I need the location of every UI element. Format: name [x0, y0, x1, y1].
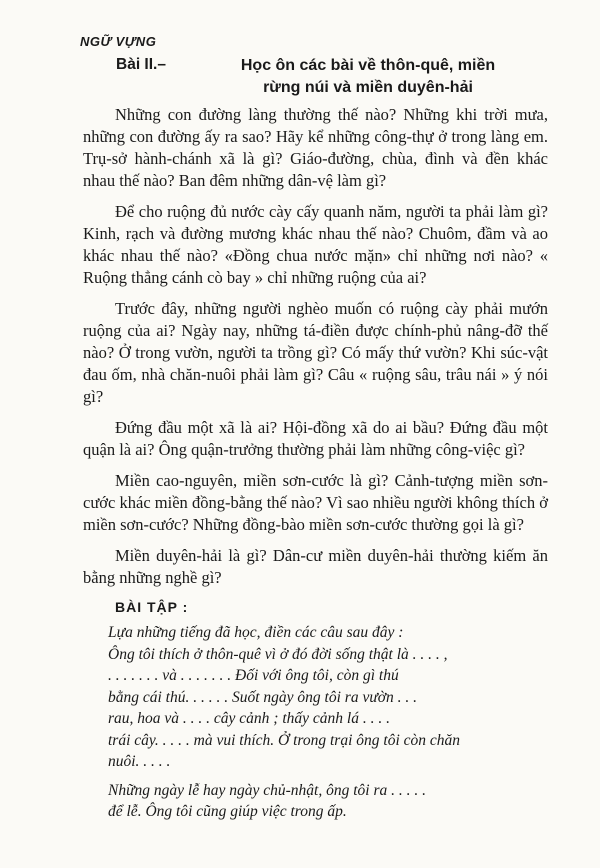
- exercise-heading: BÀI TẬP :: [115, 599, 189, 615]
- exercise-instruction: Lựa những tiếng đã học, điền các câu sau đây :: [108, 624, 404, 641]
- paragraph: Những con đường làng thường thế nào? Những khi trời mưa, những con đường ấy ra sao? Hãy kể những công-thự ở trong làng em. Trụ-sở hành-chánh xã là gì? Giáo-đường, chùa, đình và đền khác nhau thế nào? Ban đêm những dân-vệ làm gì?: [83, 105, 548, 190]
- lesson-label: Bài II.–: [116, 56, 166, 73]
- paragraph: Miền duyên-hải là gì? Dân-cư miền duyên-hải thường kiếm ăn bằng những nghề gì?: [83, 546, 548, 587]
- exercise-block: [108, 622, 548, 823]
- exercise-line: nuôi. . . . .: [108, 753, 171, 770]
- exercise-line: để lễ. Ông tôi cũng giúp việc trong ấp.: [108, 803, 347, 820]
- lesson-body: [83, 104, 548, 598]
- exercise-line: trái cây. . . . . mà vui thích. Ở trong trại ông tôi còn chăn: [108, 731, 461, 749]
- paragraph: Miền cao-nguyên, miền sơn-cước là gì? Cảnh-tượng miền sơn-cước khác miền đồng-bằng thế nào? Vì sao nhiều người không thích ở miền sơn-cước? Những đồng-bào miền sơn-cước thường gọi là gì?: [83, 471, 548, 534]
- title-line: Học ôn các bài về thôn-quê, miền: [240, 57, 496, 74]
- exercise-line: Những ngày lễ hay ngày chủ-nhật, ông tôi ra . . . . .: [108, 781, 426, 799]
- exercise-line: Ông tôi thích ở thôn-quê vì ở đó đời sống thật là . . . . ,: [108, 645, 448, 663]
- title-line: rừng núi và miền duyên-hải: [263, 79, 473, 96]
- paragraph: Trước đây, những người nghèo muốn có ruộng cày phải mướn ruộng của ai? Ngày nay, những tá-điền được chính-phủ nâng-đỡ thế nào? Ở trong vườn, người ta trồng gì? Có mấy thứ vườn? Khi súc-vật đau ốm, nhà chăn-nuôi phải làm gì? Câu « ruộng sâu, trâu nái » ý nói gì?: [83, 299, 548, 406]
- lesson-title: [208, 55, 528, 99]
- exercise-line: bằng cái thú. . . . . . Suốt ngày ông tôi ra vườn . . .: [108, 688, 418, 706]
- exercise-line: rau, hoa và . . . . cây cảnh ; thấy cảnh lá . . . .: [108, 710, 390, 727]
- spacer: [108, 773, 548, 780]
- paragraph: Đứng đầu một xã là ai? Hội-đồng xã do ai bầu? Đứng đầu một quận là ai? Ông quận-trưởng thường phải làm những công-việc gì?: [83, 418, 548, 459]
- section-header: NGỮ VỰNG: [80, 34, 157, 49]
- paragraph: Để cho ruộng đủ nước cày cấy quanh năm, người ta phải làm gì? Kinh, rạch và đường mương khác nhau thế nào? Chuôm, đầm và ao khác nhau thế nào? «Đồng chua nước mặn» chỉ những nơi nào? « Ruộng thẳng cánh cò bay » chỉ những ruộng của ai?: [83, 202, 548, 287]
- exercise-line: . . . . . . . và . . . . . . . Đối với ông tôi, còn gì thú: [108, 667, 399, 684]
